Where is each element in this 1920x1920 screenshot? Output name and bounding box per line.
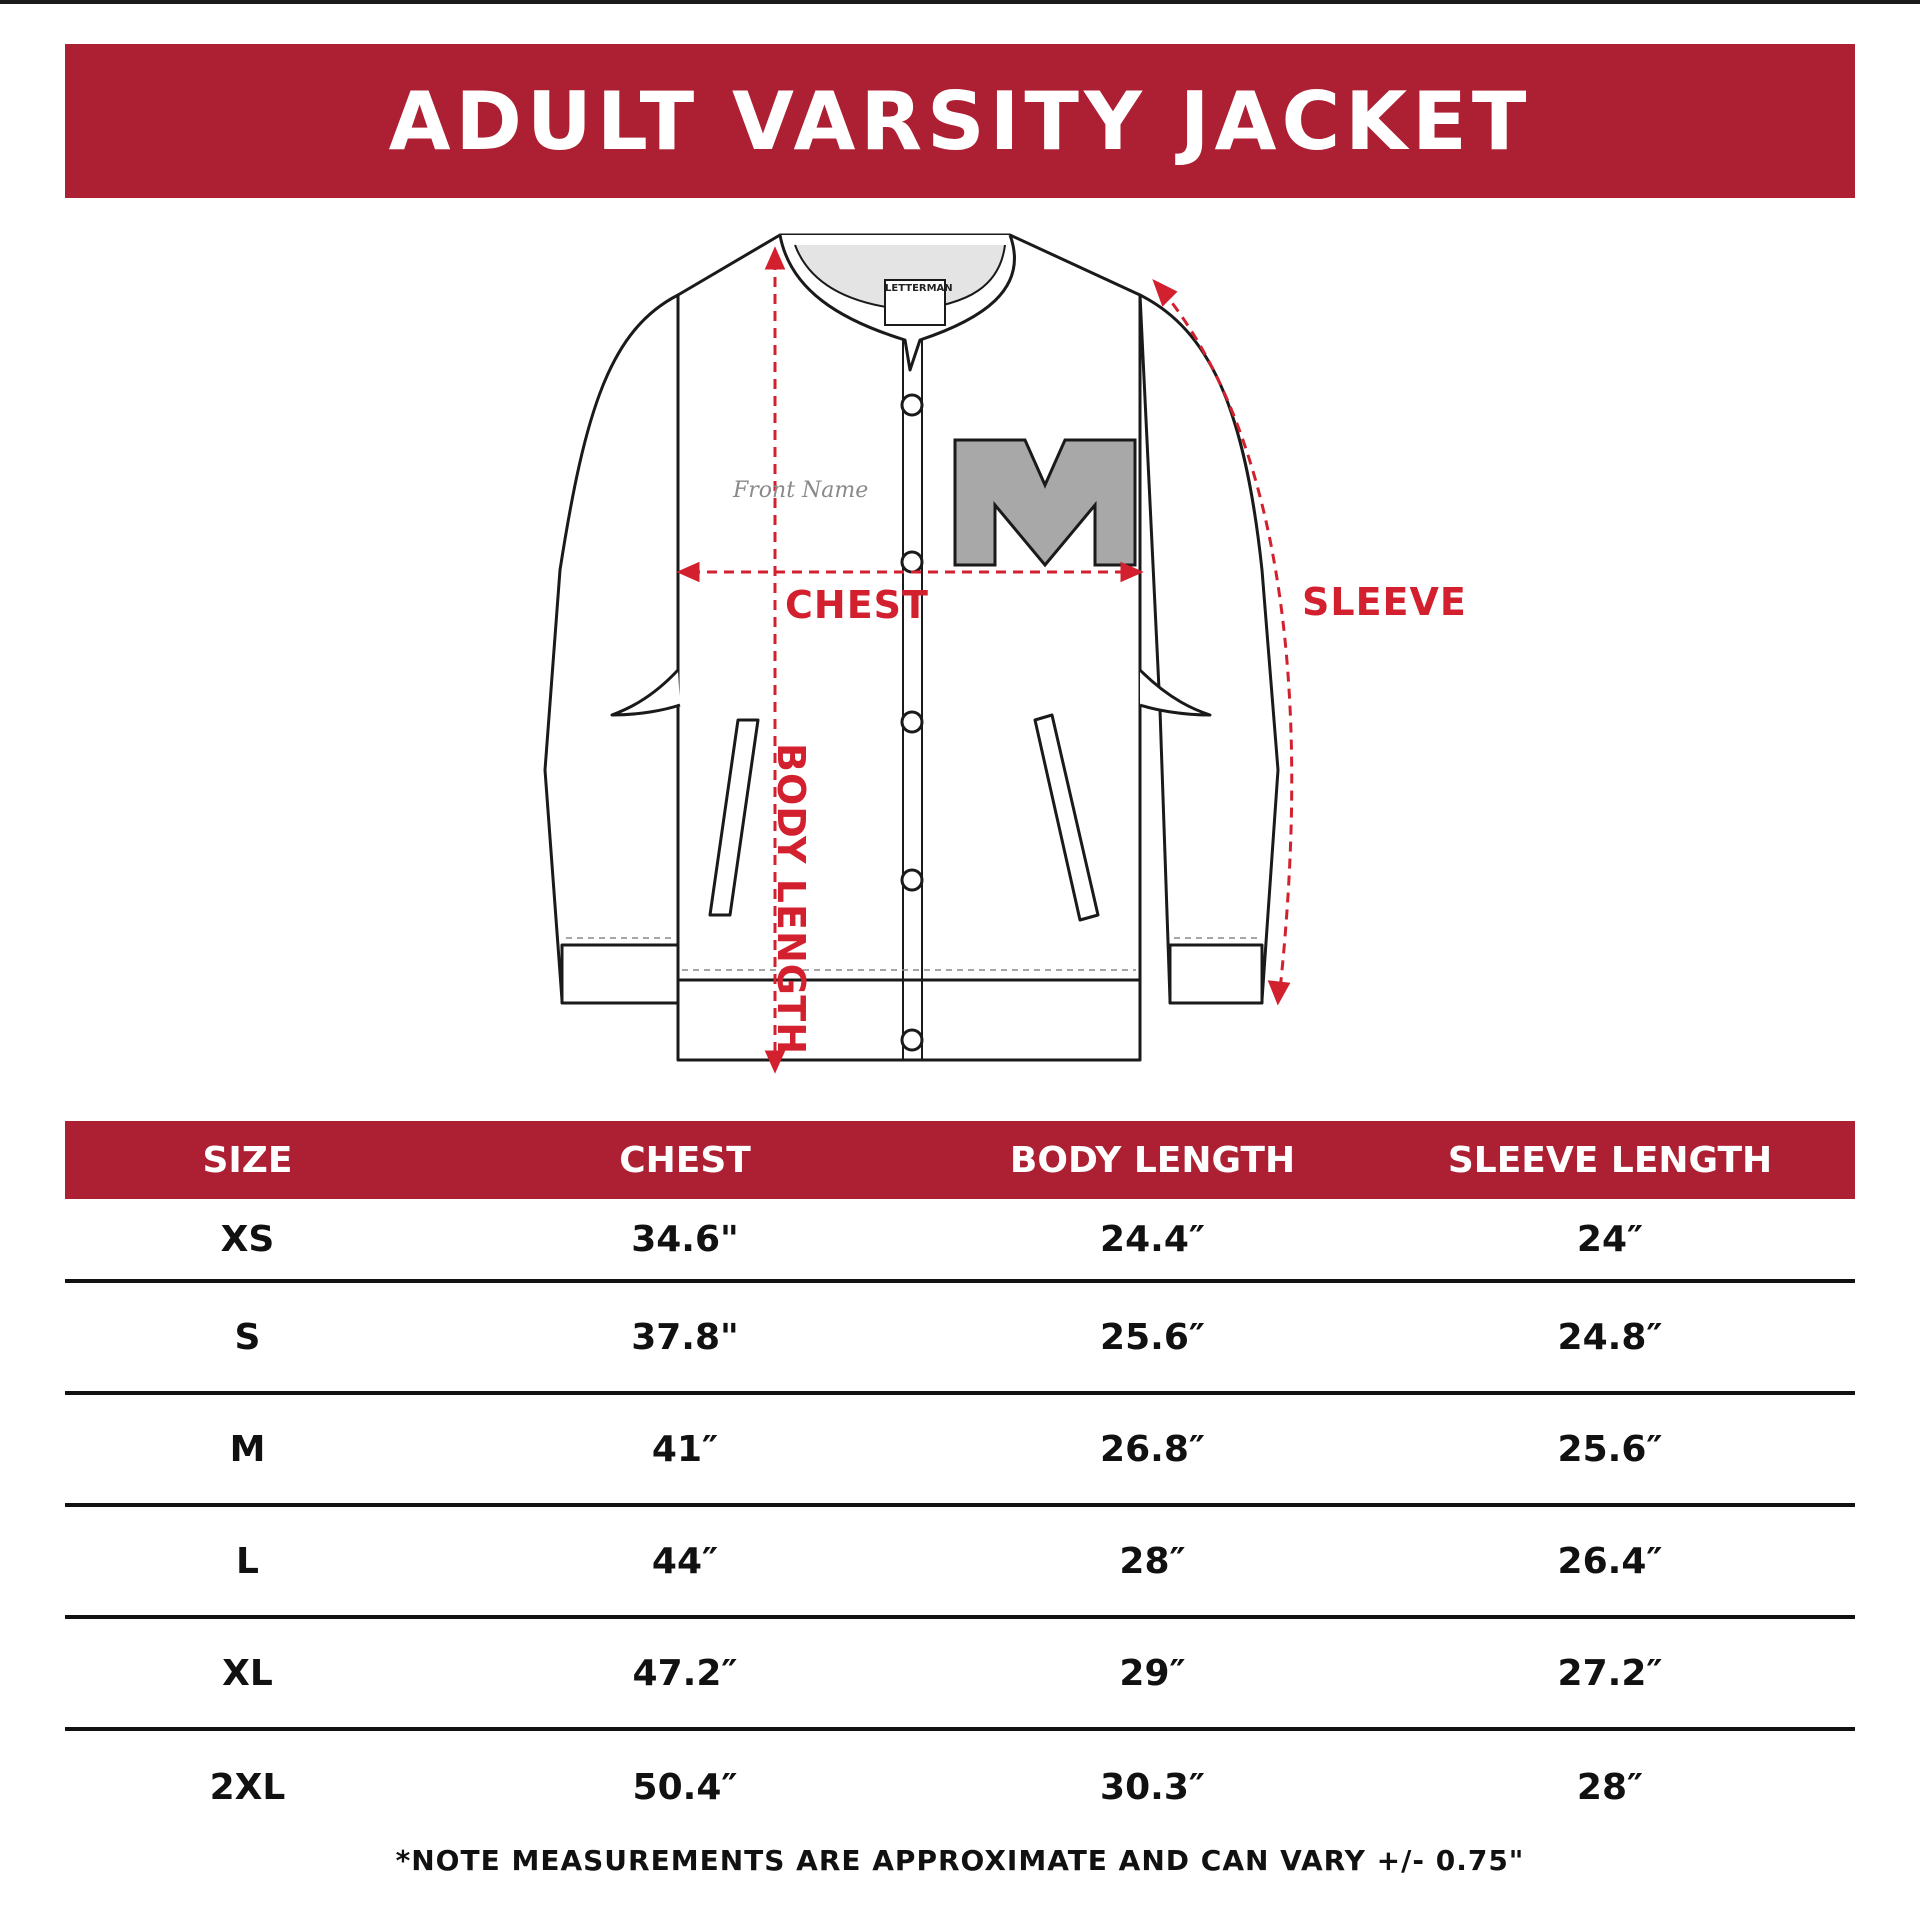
table-row (65, 1619, 1855, 1731)
right-cuff (1170, 945, 1262, 1003)
front-name-text: Front Name (733, 478, 869, 503)
size-table-body (65, 1199, 1855, 1843)
body-length-cell: 28″ (1119, 1540, 1186, 1582)
sleeve-length-cell: 27.2″ (1557, 1652, 1663, 1694)
jacket-diagram (0, 210, 1920, 1090)
top-rule (0, 0, 1920, 4)
button (902, 552, 922, 572)
table-row (65, 1731, 1855, 1843)
header-sleeve-length: SLEEVE LENGTH (1447, 1139, 1773, 1181)
size-cell: M (229, 1428, 266, 1470)
table-row (65, 1283, 1855, 1395)
size-cell: XL (222, 1652, 273, 1694)
button (902, 1030, 922, 1050)
size-cell: S (234, 1316, 261, 1358)
brand-tag-text: LETTERMAN (885, 283, 953, 294)
table-row (65, 1395, 1855, 1507)
sleeve-length-cell: 28″ (1576, 1766, 1644, 1808)
sleeve-length-cell: 24″ (1576, 1218, 1644, 1260)
header-chest: CHEST (619, 1139, 751, 1181)
page-title: ADULT VARSITY JACKET (388, 74, 1532, 168)
body-length-cell: 29″ (1119, 1652, 1186, 1694)
left-sleeve (545, 295, 680, 1000)
jacket-illustration (0, 210, 1920, 1090)
sleeve-length-cell: 25.6″ (1557, 1428, 1663, 1470)
chest-label: CHEST (785, 583, 929, 627)
chest-cell: 47.2″ (632, 1652, 738, 1694)
table-row (65, 1507, 1855, 1619)
right-sleeve (1140, 295, 1278, 1000)
size-cell: 2XL (209, 1766, 286, 1808)
button (902, 395, 922, 415)
button (902, 870, 922, 890)
size-cell: L (236, 1540, 259, 1582)
chest-cell: 50.4″ (632, 1766, 738, 1808)
left-cuff (562, 945, 680, 1003)
chest-cell: 44″ (651, 1540, 719, 1582)
size-table-header (65, 1121, 1855, 1199)
sleeve-length-cell: 24.8″ (1557, 1316, 1663, 1358)
body-length-cell: 25.6″ (1100, 1316, 1205, 1358)
body-length-cell: 26.8″ (1100, 1428, 1205, 1470)
body-length-cell: 30.3″ (1100, 1766, 1205, 1808)
sleeve-label: SLEEVE (1302, 580, 1467, 624)
chest-cell: 34.6" (631, 1218, 739, 1260)
header-body-length: BODY LENGTH (1009, 1139, 1296, 1181)
measurement-note: *NOTE MEASUREMENTS ARE APPROXIMATE AND CAN VARY +/- 0.75" (395, 1844, 1525, 1877)
sleeve-length-cell: 26.4″ (1557, 1540, 1663, 1582)
button (902, 712, 922, 732)
table-row (65, 1199, 1855, 1283)
header-size: SIZE (202, 1139, 293, 1181)
body-length-cell: 24.4″ (1100, 1218, 1205, 1260)
chest-cell: 41″ (651, 1428, 719, 1470)
body-length-label: BODY LENGTH (769, 743, 813, 1056)
title-banner (65, 44, 1855, 198)
size-cell: XS (220, 1218, 275, 1260)
chest-cell: 37.8" (631, 1316, 739, 1358)
